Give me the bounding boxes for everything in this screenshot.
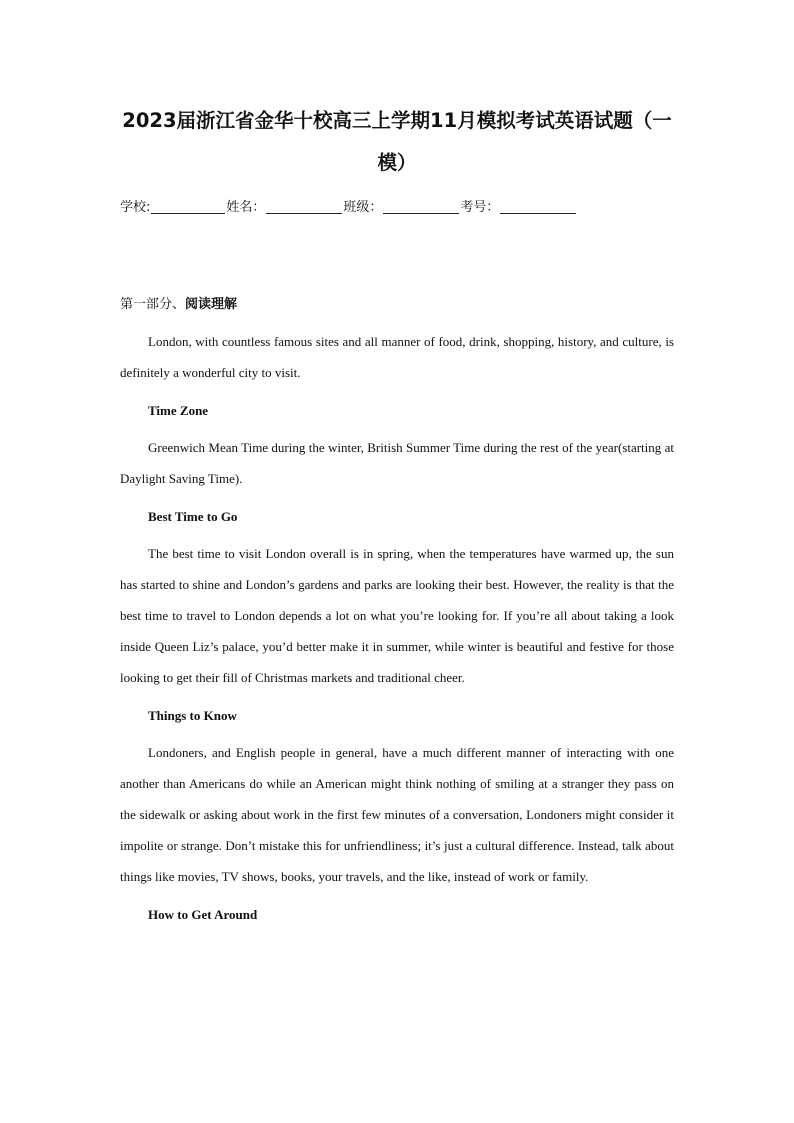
document-title: 2023届浙江省金华十校高三上学期11月模拟考试英语试题（一模） <box>122 109 672 174</box>
exam-no-blank[interactable] <box>500 199 576 214</box>
intro-paragraph: London, with countless famous sites and all manner of food, drink, shopping, history, and culture, is definitely a wonderful city to visit. <box>120 334 674 380</box>
best-time-heading: Best Time to Go <box>148 509 238 524</box>
time-zone-heading: Time Zone <box>148 403 209 418</box>
time-zone-paragraph: Greenwich Mean Time during the winter, British Summer Time during the rest of the year(starting at Daylight Saving Time). <box>120 440 674 486</box>
exam-no-label: 考号： <box>460 200 500 215</box>
things-to-know-heading: Things to Know <box>148 708 237 723</box>
get-around-heading: How to Get Around <box>148 907 258 922</box>
things-to-know-paragraph: Londoners, and English people in general, have a much different manner of interacting with one another than Americans do while an American might think nothing of smiling at a stranger they pass on the sidewalk or asking about work in the first few minutes of a conversation, Londoners might consider it impolite or strange. Don’t mistake this for unfriendliness; it’s just a cultural difference. Instead, talk about things like movies, TV shows, books, your travels, and the like, instead of work or family. <box>120 745 674 884</box>
best-time-paragraph: The best time to visit London overall is in spring, when the temperatures have warmed up, the sun has started to shine and London’s gardens and parks are looking their best. However, the reality is that the best time to travel to London depends a lot on what you’re looking for. If you’re all about taking a look inside Queen Liz’s palace, you’d better make it in summer, while winter is beautiful and festive for those looking to get their fill of Christmas markets and traditional cheer. <box>120 546 674 685</box>
class-blank[interactable] <box>383 199 459 214</box>
school-blank[interactable] <box>151 199 225 214</box>
section-title: 阅读理解 <box>185 297 238 312</box>
school-label: 学校: <box>120 200 151 215</box>
section-heading <box>120 295 674 315</box>
name-label: 姓名： <box>226 200 266 215</box>
student-info-line <box>120 198 674 218</box>
class-label: 班级： <box>343 200 383 215</box>
section-label: 第一部分、 <box>120 297 186 312</box>
name-blank[interactable] <box>266 199 342 214</box>
